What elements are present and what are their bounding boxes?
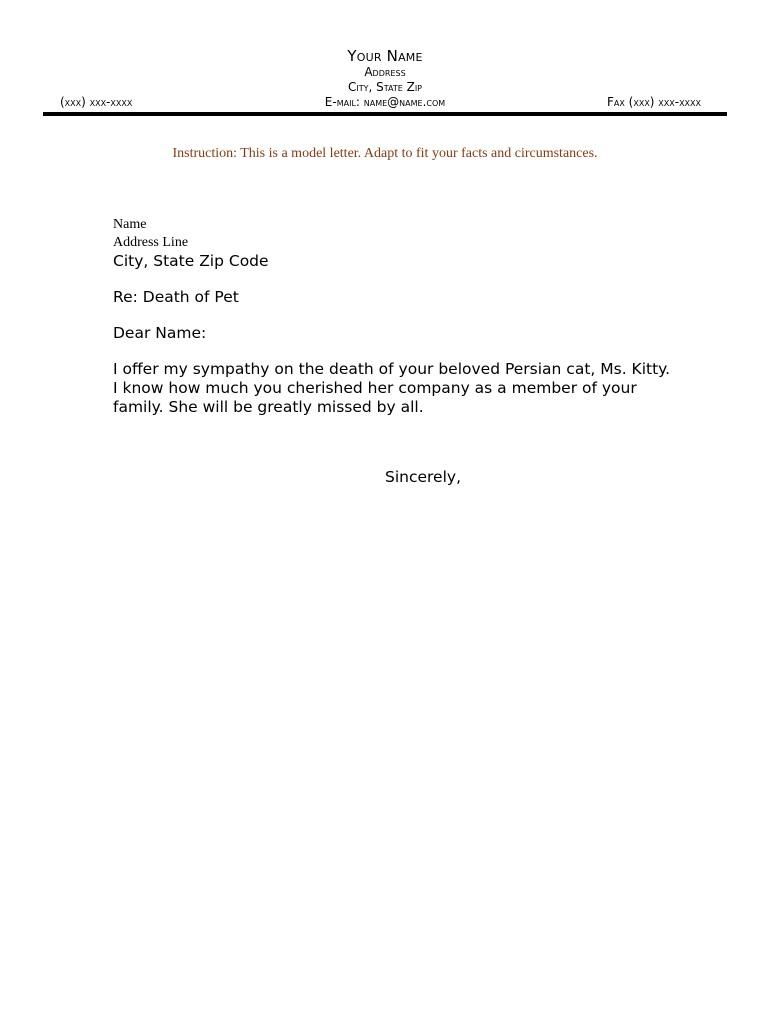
letterhead-divider [43, 112, 727, 116]
sender-address: Address [364, 65, 406, 79]
sender-city-state-zip: City, State Zip [347, 80, 423, 94]
recipient-address-line: Address Line [113, 235, 189, 250]
subject-line: Re: Death of Pet [113, 288, 239, 306]
instruction-note: Instruction: This is a model letter. Adapt to fit your facts and circumstances. [172, 146, 598, 161]
recipient-city-state-zip: City, State Zip Code [113, 252, 269, 270]
salutation: Dear Name: [113, 324, 207, 342]
sender-email: E-mail: name@name.com [324, 95, 446, 109]
sender-phone: (xxx) xxx-xxxx [60, 95, 133, 109]
recipient-name: Name [113, 217, 147, 232]
sender-name: Your Name [347, 47, 423, 65]
closing: Sincerely, [385, 468, 462, 486]
sender-fax: Fax (xxx) xxx-xxxx [607, 95, 701, 109]
body-paragraph: I offer my sympathy on the death of your beloved Persian cat, Ms. Kitty. I know how much you cherished her company as a member of your family. She will be greatly missed by all. [113, 360, 671, 416]
